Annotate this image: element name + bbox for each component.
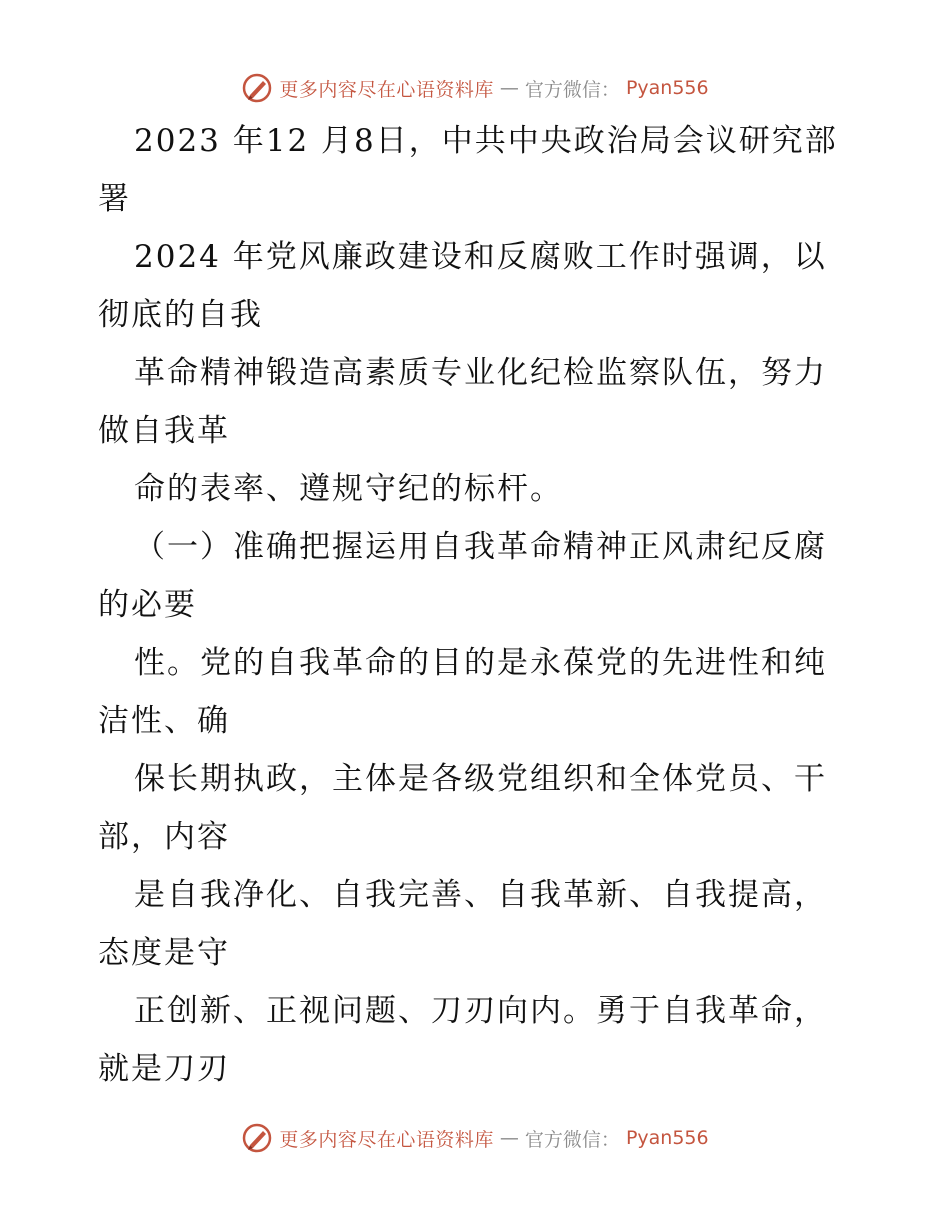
document-body <box>98 112 868 1098</box>
text-line: 彻底的自我 <box>98 297 263 333</box>
header-watermark <box>0 72 950 104</box>
text-line: 态度是守 <box>98 935 230 971</box>
text-line: 署 <box>98 181 131 217</box>
text-line: 洁性、确 <box>98 703 230 739</box>
text-line: 命的表率、遵规守纪的标杆。 <box>134 471 563 507</box>
watermark-official-label: 官方微信： <box>524 78 620 101</box>
watermark-official-label: 官方微信： <box>524 1128 620 1151</box>
footer-watermark <box>0 1122 950 1154</box>
pen-logo-icon <box>241 72 273 104</box>
watermark-separator: — <box>499 1127 519 1149</box>
text-line: 的必要 <box>98 587 197 623</box>
watermark-text: 更多内容尽在心语资料库 <box>279 1128 494 1151</box>
text-line: 保长期执政，主体是各级党组织和全体党员、干 <box>134 761 827 797</box>
text-line: 2024 年党风廉政建设和反腐败工作时强调，以 <box>134 239 827 275</box>
text-line: 革命精神锻造高素质专业化纪检监察队伍，努力 <box>134 355 827 391</box>
watermark-separator: — <box>499 77 519 99</box>
watermark-wechat-id: Pyan556 <box>625 1127 709 1149</box>
text-line: 就是刀刃 <box>98 1051 230 1087</box>
text-line: 2023 年12 月8日，中共中央政治局会议研究部 <box>134 123 838 159</box>
text-line: （一）准确把握运用自我革命精神正风肃纪反腐 <box>134 529 827 565</box>
text-line: 部，内容 <box>98 819 230 855</box>
text-line: 正创新、正视问题、刀刃向内。勇于自我革命， <box>134 993 827 1029</box>
text-line: 性。党的自我革命的目的是永葆党的先进性和纯 <box>134 645 827 681</box>
text-line: 做自我革 <box>98 413 230 449</box>
watermark-text: 更多内容尽在心语资料库 <box>279 78 494 101</box>
watermark-wechat-id: Pyan556 <box>625 77 709 99</box>
pen-logo-icon <box>241 1122 273 1154</box>
text-line: 是自我净化、自我完善、自我革新、自我提高， <box>134 877 827 913</box>
